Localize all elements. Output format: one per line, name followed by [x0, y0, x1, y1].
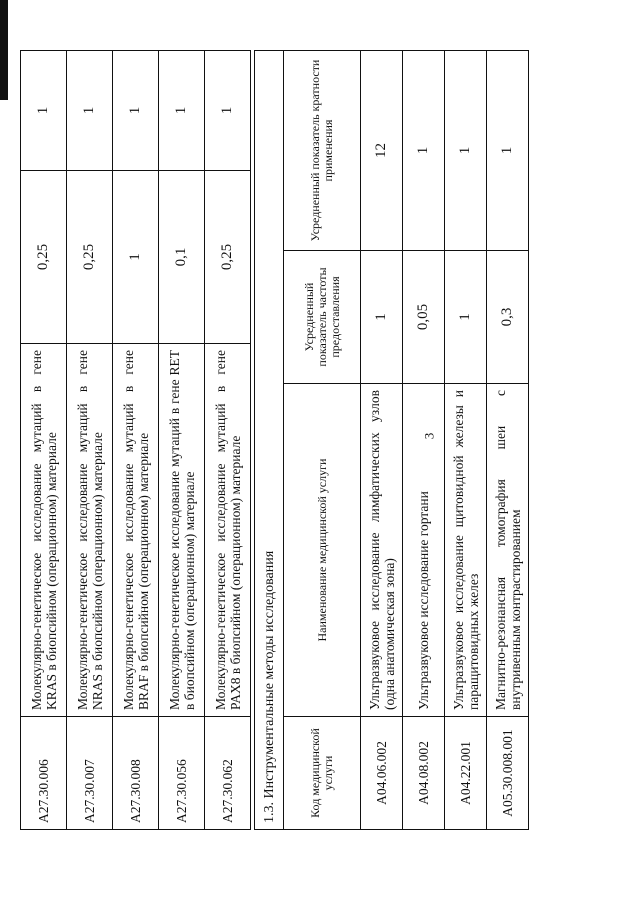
service-name: Молекулярно-генетическое исследование мутаций в гене KRAS в биопсийном (операционном) материале	[21, 344, 67, 717]
service-code: A27.30.006	[21, 717, 67, 830]
service-name: Молекулярно-генетическое исследование мутаций в гене PAX8 в биопсийном (операционном) материале	[205, 344, 251, 717]
genetic-tests-table	[20, 50, 251, 830]
table-header-row	[284, 51, 361, 830]
page-number: 3	[421, 432, 437, 440]
table-row	[361, 51, 403, 830]
service-code: A27.30.008	[113, 717, 159, 830]
service-code: A27.30.062	[205, 717, 251, 830]
frequency-value: 1	[361, 251, 403, 384]
frequency-value: 1	[113, 171, 159, 344]
service-code: A04.06.002	[361, 717, 403, 830]
multiplicity-value: 1	[67, 51, 113, 171]
header-code: Код медицинской услуги	[284, 717, 361, 830]
table-caption-row	[255, 51, 284, 830]
multiplicity-value: 1	[445, 51, 487, 251]
table-row	[445, 51, 487, 830]
multiplicity-value: 12	[361, 51, 403, 251]
multiplicity-value: 1	[21, 51, 67, 171]
multiplicity-value: 1	[205, 51, 251, 171]
section-title: 1.3. Инструментальные методы исследования	[255, 51, 284, 830]
service-name: Молекулярно-генетическое исследование мутаций в гене RET в биопсийном (операционном) материале	[159, 344, 205, 717]
service-code: A05.30.008.001	[487, 717, 529, 830]
header-name: Наименование медицинской услуги	[284, 384, 361, 717]
service-code: A04.08.002	[403, 717, 445, 830]
service-code: A27.30.056	[159, 717, 205, 830]
frequency-value: 0,05	[403, 251, 445, 384]
frequency-value: 0,25	[21, 171, 67, 344]
table-row	[403, 51, 445, 830]
frequency-value: 0,3	[487, 251, 529, 384]
service-name: Ультразвуковое исследование щитовидной железы и паращитовидных желез	[445, 384, 487, 717]
table-row	[205, 51, 251, 830]
header-multiplicity: Усредненный показатель кратности применения	[284, 51, 361, 251]
service-name: Ультразвуковое исследование гортани	[403, 384, 445, 717]
service-name: Молекулярно-генетическое исследование мутаций в гене BRAF в биопсийном (операционном) материале	[113, 344, 159, 717]
multiplicity-value: 1	[113, 51, 159, 171]
table-row	[21, 51, 67, 830]
frequency-value: 0,25	[205, 171, 251, 344]
service-name: Молекулярно-генетическое исследование мутаций в гене NRAS в биопсийном (операционном) материале	[67, 344, 113, 717]
multiplicity-value: 1	[403, 51, 445, 251]
table-row	[159, 51, 205, 830]
service-code: A27.30.007	[67, 717, 113, 830]
table-row	[67, 51, 113, 830]
multiplicity-value: 1	[159, 51, 205, 171]
service-code: A04.22.001	[445, 717, 487, 830]
scan-edge-line	[0, 0, 8, 100]
service-name: Магнитно-резонансная томография шеи с внутривенным контрастированием	[487, 384, 529, 717]
frequency-value: 0,1	[159, 171, 205, 344]
service-name: Ультразвуковое исследование лимфатических узлов (одна анатомическая зона)	[361, 384, 403, 717]
instrumental-methods-table	[254, 50, 529, 830]
frequency-value: 0,25	[67, 171, 113, 344]
header-frequency: Усредненный показатель частоты предоставления	[284, 251, 361, 384]
multiplicity-value: 1	[487, 51, 529, 251]
table-row	[487, 51, 529, 830]
table-row	[113, 51, 159, 830]
rotated-content	[20, 22, 620, 882]
frequency-value: 1	[445, 251, 487, 384]
